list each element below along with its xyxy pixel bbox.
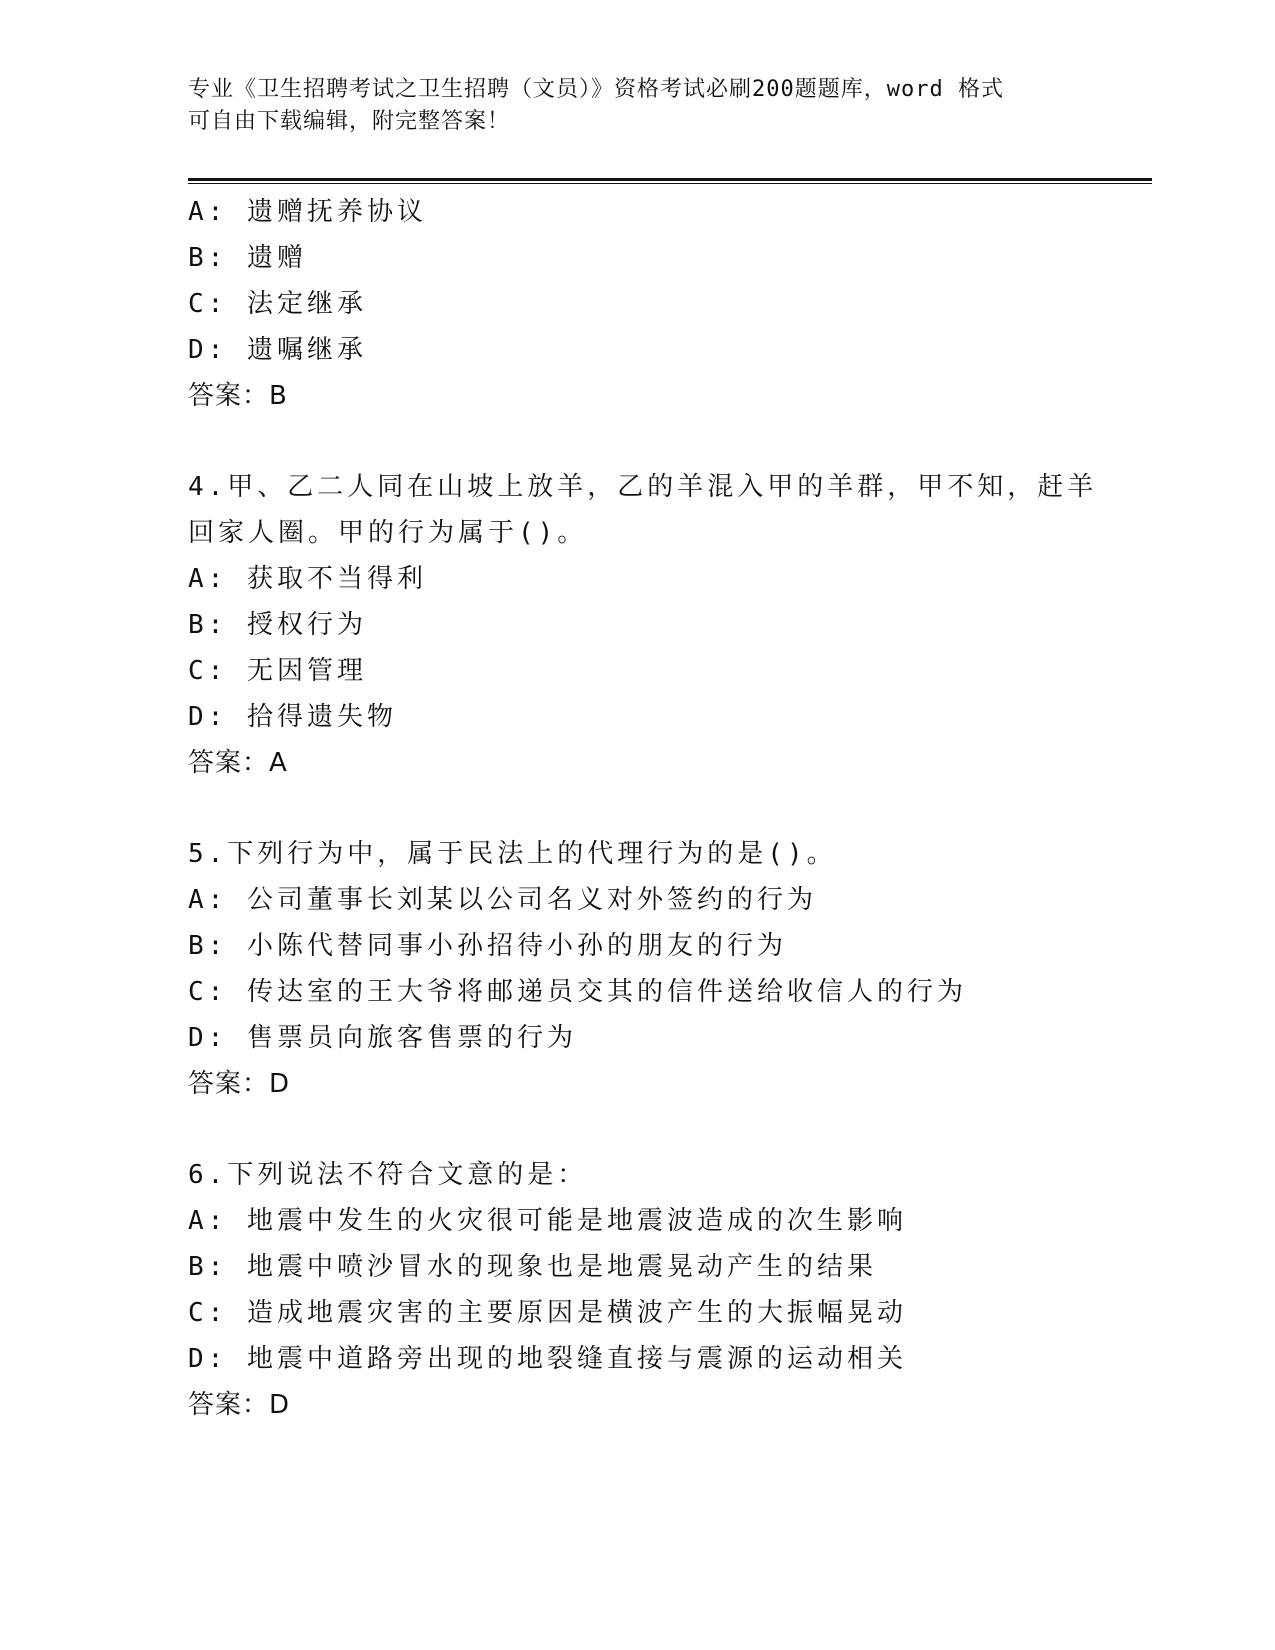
option-b: B: 小陈代替同事小孙招待小孙的朋友的行为 [188, 931, 787, 961]
answer: 答案：D [188, 1069, 291, 1099]
option-b: B: 地震中喷沙冒水的现象也是地震晃动产生的结果 [188, 1252, 877, 1282]
page-header [188, 74, 1068, 138]
question-text-continued: 回家人圈。甲的行为属于()。 [188, 518, 588, 548]
question-text: 6.下列说法不符合文意的是： [188, 1160, 588, 1190]
question-text: 4.甲、乙二人同在山坡上放羊，乙的羊混入甲的羊群，甲不知，赶羊 [188, 472, 1098, 502]
question-6-block [188, 1152, 1188, 1428]
option-d: D: 售票员向旅客售票的行为 [188, 1023, 577, 1053]
header-rule-thick [188, 178, 1152, 181]
answer: 答案：A [188, 748, 288, 778]
option-a: A: 获取不当得利 [188, 564, 427, 594]
question-3-block [188, 189, 1188, 419]
spacer [188, 786, 1188, 831]
option-a: A: 遗赠抚养协议 [188, 197, 427, 227]
option-b: B: 授权行为 [188, 610, 367, 640]
spacer [188, 419, 1188, 464]
option-b: B: 遗赠 [188, 243, 307, 273]
header-line-2: 可自由下载编辑，附完整答案！ [188, 109, 511, 134]
question-5-block [188, 831, 1188, 1107]
question-4-block [188, 464, 1188, 786]
option-a: A: 公司董事长刘某以公司名义对外签约的行为 [188, 885, 817, 915]
option-c: C: 造成地震灾害的主要原因是横波产生的大振幅晃动 [188, 1298, 907, 1328]
answer: 答案：D [188, 1390, 291, 1420]
answer: 答案：B [188, 381, 288, 411]
option-c: C: 传达室的王大爷将邮递员交其的信件送给收信人的行为 [188, 977, 967, 1007]
question-text: 5.下列行为中，属于民法上的代理行为的是()。 [188, 839, 837, 869]
option-c: C: 无因管理 [188, 656, 367, 686]
spacer [188, 1107, 1188, 1152]
option-d: D: 遗嘱继承 [188, 335, 367, 365]
option-d: D: 地震中道路旁出现的地裂缝直接与震源的运动相关 [188, 1344, 907, 1374]
option-d: D: 拾得遗失物 [188, 702, 397, 732]
header-rule-thin [188, 183, 1152, 184]
option-c: C: 法定继承 [188, 289, 367, 319]
question-list [188, 189, 1188, 1428]
header-line-1: 专业《卫生招聘考试之卫生招聘（文员）》资格考试必刷200题题库，word 格式 [188, 77, 1004, 102]
option-a: A: 地震中发生的火灾很可能是地震波造成的次生影响 [188, 1206, 907, 1236]
